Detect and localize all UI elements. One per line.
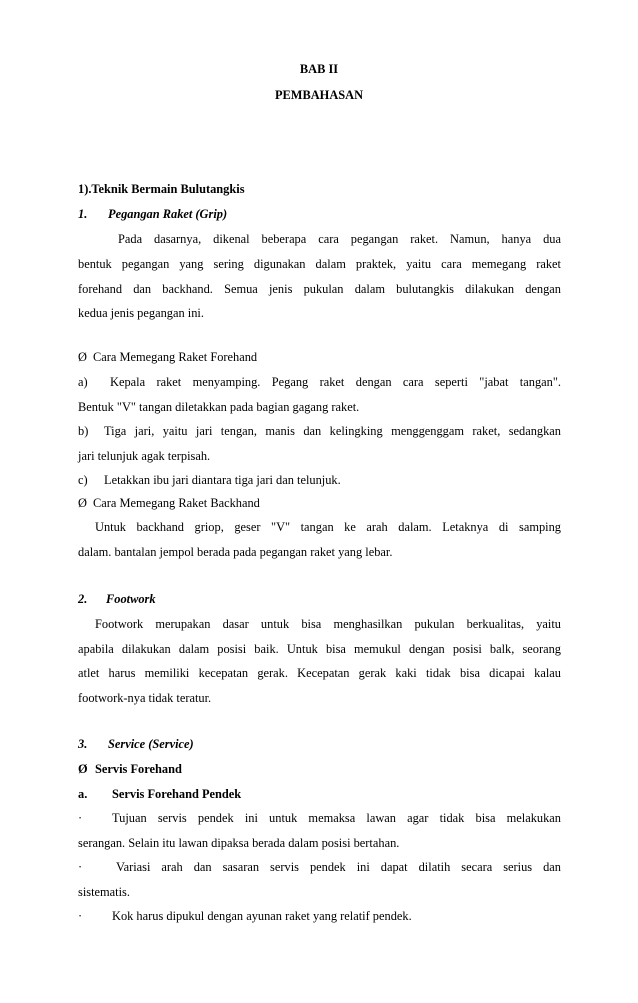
section1-sub-title: Pegangan Raket (Grip) (108, 207, 228, 221)
list-line: Variasi arah dan sasaran servis pendek ini dapat dilatih secara serius dan (116, 860, 561, 874)
paragraph-line: bentuk pegangan yang sering digunakan dalam praktek, yaitu cara memegang raket (78, 257, 561, 271)
paragraph-line: Pada dasarnya, dikenal beberapa cara pegangan raket. Namun, hanya dua (118, 232, 561, 246)
bullet-marker: Ø (78, 350, 87, 364)
list-line: sistematis. (78, 885, 130, 899)
list-line: Kok harus dipukul dengan ayunan raket yang relatif pendek. (112, 909, 412, 923)
list-line: Kepala raket menyamping. Pegang raket dengan cara seperti "jabat tangan". (110, 375, 561, 389)
list-line: Bentuk "V" tangan diletakkan pada bagian gagang raket. (78, 400, 360, 414)
list-marker: c) (78, 473, 88, 487)
paragraph-line: Untuk backhand griop, geser "V" tangan ke arah dalam. Letaknya di samping (95, 520, 561, 534)
list-marker: a. (78, 787, 88, 801)
section2-title: Footwork (106, 592, 156, 606)
section3-title: Service (Service) (108, 737, 194, 751)
list-line: Tiga jari, yaitu jari tengan, manis dan kelingking menggenggam raket, sedangkan (104, 424, 561, 438)
list-line: Letakkan ibu jari diantara tiga jari dan telunjuk. (104, 473, 341, 487)
servis-heading: Servis Forehand (95, 762, 182, 776)
paragraph-line: Footwork merupakan dasar untuk bisa menghasilkan pukulan berkualitas, yaitu (95, 617, 561, 631)
list-line: serangan. Selain itu lawan dipaksa berada dalam posisi bertahan. (78, 836, 400, 850)
list-line: Tujuan servis pendek ini untuk memaksa lawan agar tidak bisa melakukan (112, 811, 561, 825)
paragraph-line: apabila dilakukan dalam posisi baik. Untuk bisa memukul dengan posisi balk, seorang (78, 642, 561, 656)
list-marker: · (78, 860, 83, 874)
paragraph-line: forehand dan backhand. Semua jenis pukulan dalam bulutangkis dilakukan dengan (78, 282, 561, 296)
paragraph-line: footwork-nya tidak teratur. (78, 691, 212, 705)
section1-heading: 1).Teknik Bermain Bulutangkis (78, 182, 245, 196)
paragraph-line: kedua jenis pegangan ini. (78, 306, 204, 320)
chapter-subtitle: PEMBAHASAN (274, 88, 364, 102)
section1-sub-number: 1. (78, 207, 88, 221)
list-marker: a) (78, 375, 88, 389)
list-marker: b) (78, 424, 89, 438)
section3-number: 3. (78, 737, 88, 751)
list-line: jari telunjuk agak terpisah. (78, 449, 211, 463)
paragraph-line: atlet harus memiliki kecepatan gerak. Kecepatan gerak kaki tidak bisa dicapai kalau (78, 666, 561, 680)
backhand-heading: Cara Memegang Raket Backhand (93, 496, 260, 510)
paragraph-line: dalam. bantalan jempol berada pada pegangan raket yang lebar. (78, 545, 393, 559)
list-marker: · (78, 909, 83, 923)
chapter-title: BAB II (299, 62, 339, 76)
bullet-marker: Ø (78, 496, 87, 510)
section2-number: 2. (78, 592, 88, 606)
list-marker: · (78, 811, 83, 825)
bullet-marker: Ø (78, 762, 88, 776)
forehand-heading: Cara Memegang Raket Forehand (93, 350, 258, 364)
servis-sub-title: Servis Forehand Pendek (112, 787, 242, 801)
